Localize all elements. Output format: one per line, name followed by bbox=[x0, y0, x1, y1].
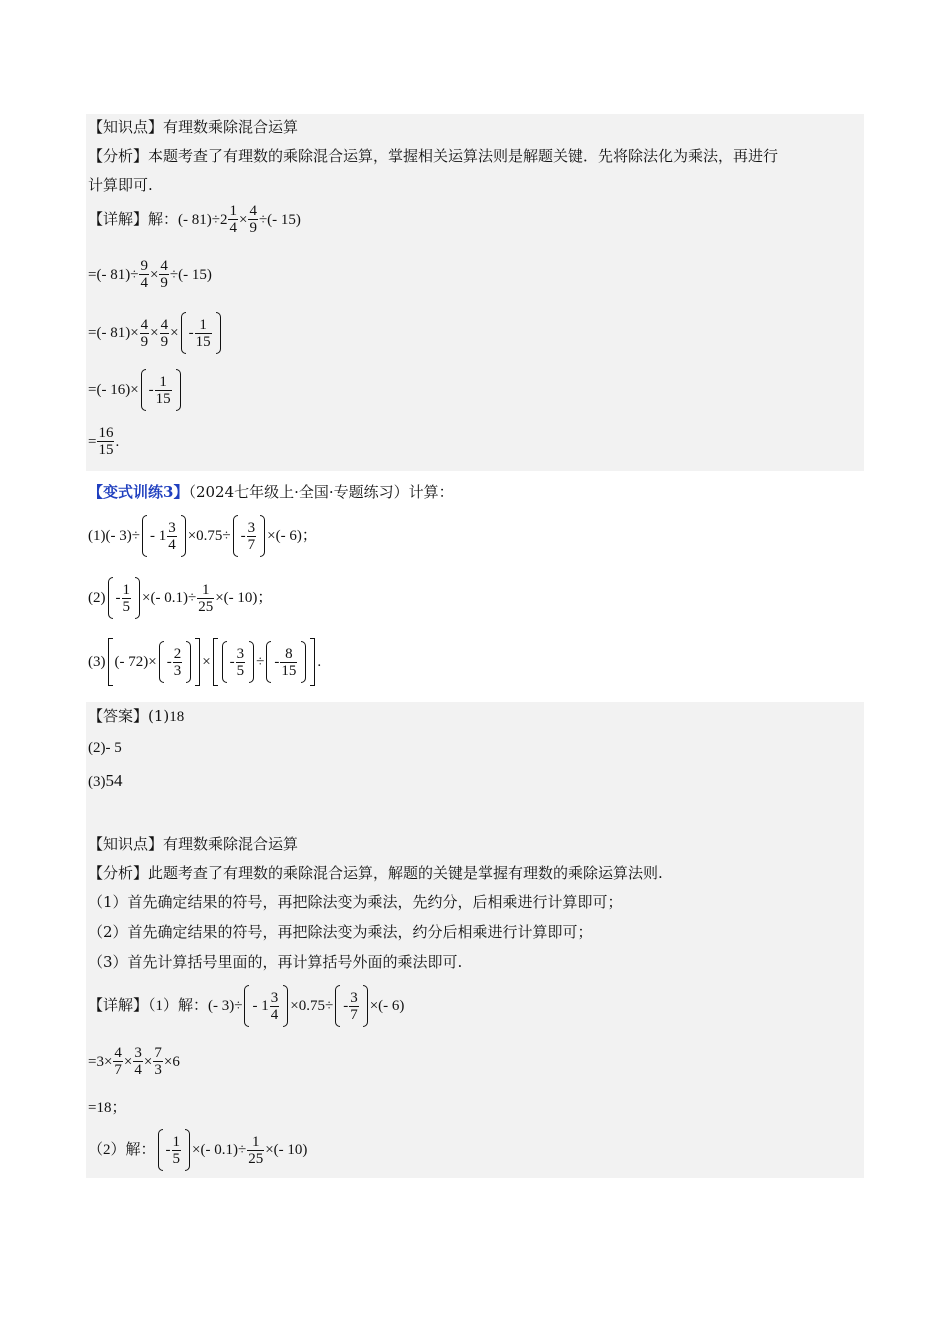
detail-step-1 bbox=[88, 203, 301, 236]
minus: - bbox=[240, 528, 246, 544]
expr: ×0.75÷ bbox=[290, 998, 334, 1014]
answer-line-1 bbox=[88, 706, 184, 727]
expr: - 1 bbox=[149, 528, 167, 544]
detail-step-2 bbox=[88, 258, 212, 291]
fraction: $\frac{1}{25}$ bbox=[198, 581, 214, 615]
times: × bbox=[202, 654, 211, 670]
fraction: $\frac{2}{3}$ bbox=[173, 645, 182, 679]
left-paren bbox=[141, 369, 146, 411]
exercise-title bbox=[88, 482, 454, 502]
times: × bbox=[238, 211, 248, 228]
expr: ×(- 0.1)÷ bbox=[142, 590, 197, 606]
fraction: $\frac{9}{4}$ bbox=[140, 258, 148, 291]
step-note-2: （2）首先确定结果的符号，再把除法变为乘法，约分后相乘进行计算即可； bbox=[88, 923, 593, 941]
divide: ÷ bbox=[256, 654, 265, 670]
fraction: $\frac{8}{15}$ bbox=[281, 645, 297, 679]
expr: - 1 bbox=[252, 998, 269, 1014]
answer-number: (2) bbox=[88, 740, 106, 756]
fraction: $\frac{1}{5}$ bbox=[122, 581, 130, 615]
detail-label: 【详解】（1）解： bbox=[88, 998, 209, 1014]
detail-part-1-result: =18； bbox=[88, 1100, 127, 1116]
detail-label: （2）解： bbox=[88, 1142, 156, 1158]
fraction: $\frac{3}{4}$ bbox=[270, 989, 279, 1023]
expr: ×(- 6) bbox=[369, 998, 405, 1014]
times: × bbox=[123, 1053, 133, 1070]
fraction: $\frac{4}{9}$ bbox=[160, 316, 169, 350]
expr: (- 72)× bbox=[114, 654, 157, 670]
right-paren bbox=[283, 985, 288, 1027]
left-bracket bbox=[213, 638, 218, 686]
question-number: (2) bbox=[88, 590, 106, 606]
expr: =(- 16)× bbox=[88, 382, 139, 398]
minus: - bbox=[166, 654, 172, 670]
question-number: (1) bbox=[88, 528, 106, 544]
fraction: $\frac{4}{7}$ bbox=[114, 1045, 122, 1078]
left-paren bbox=[181, 312, 186, 354]
left-paren bbox=[222, 641, 227, 683]
minus: - bbox=[115, 590, 121, 606]
fraction: $\frac{4}{9}$ bbox=[140, 316, 149, 350]
minus: - bbox=[229, 654, 235, 670]
expr: ×6 bbox=[163, 1053, 180, 1070]
fraction: $\frac{1}{15}$ bbox=[155, 373, 171, 407]
fraction: $\frac{3}{5}$ bbox=[236, 645, 245, 679]
right-paren bbox=[216, 312, 221, 354]
fraction: $\frac{4}{9}$ bbox=[249, 203, 257, 236]
expr: ×(- 10) bbox=[265, 1142, 308, 1158]
step-note-3: （3）首先计算括号里面的，再计算括号外面的乘法即可. bbox=[88, 953, 463, 971]
right-paren bbox=[363, 985, 368, 1027]
expr: (- 81)÷2 bbox=[178, 211, 228, 228]
detail-part-1-step-2 bbox=[88, 1045, 180, 1078]
answer-label: 【答案】(1) bbox=[88, 707, 170, 725]
analysis-line-2: 计算即可. bbox=[88, 176, 153, 194]
answer-value: 54 bbox=[105, 771, 123, 790]
right-paren bbox=[301, 641, 306, 683]
right-paren bbox=[185, 1129, 190, 1171]
question-3 bbox=[88, 638, 321, 686]
answer-value: - 5 bbox=[105, 740, 122, 756]
solution-block-1 bbox=[86, 114, 864, 471]
detail-part-1 bbox=[88, 985, 404, 1027]
left-paren bbox=[108, 577, 113, 619]
knowledge-point: 【知识点】有理数乘除混合运算 bbox=[88, 118, 299, 136]
expr: (- 3)÷ bbox=[208, 998, 243, 1014]
detail-step-4 bbox=[88, 369, 183, 411]
times: × bbox=[170, 325, 179, 341]
right-paren bbox=[260, 515, 265, 557]
question-1 bbox=[88, 515, 317, 557]
expr: ×0.75÷ bbox=[187, 528, 231, 544]
answer-line-3 bbox=[88, 771, 123, 792]
expr: (- 3)÷ bbox=[105, 528, 140, 544]
right-paren bbox=[249, 641, 254, 683]
expr: =(- 81)× bbox=[88, 325, 139, 341]
punct: . bbox=[317, 654, 322, 670]
analysis-line: 【分析】此题考查了有理数的乘除混合运算，解题的关键是掌握有理数的乘除运算法则. bbox=[88, 864, 663, 882]
fraction: $\frac{1}{15}$ bbox=[195, 316, 211, 350]
left-paren bbox=[158, 1129, 163, 1171]
minus: - bbox=[188, 325, 194, 341]
step-note-1: （1）首先确定结果的符号，再把除法变为乘法，先约分，后相乘进行计算即可； bbox=[88, 893, 623, 911]
answer-value: 18 bbox=[169, 709, 185, 725]
fraction: $\frac{4}{9}$ bbox=[160, 258, 168, 291]
right-paren bbox=[186, 641, 191, 683]
exercise-source: （2024七年级上·全国·专题练习）计算： bbox=[188, 483, 454, 501]
right-paren bbox=[135, 577, 140, 619]
fraction: $\frac{3}{7}$ bbox=[350, 989, 358, 1023]
minus: - bbox=[148, 382, 154, 398]
left-paren bbox=[159, 641, 164, 683]
expr: ÷(- 15) bbox=[258, 211, 301, 228]
expr: = bbox=[88, 433, 97, 450]
expr: ×(- 6) bbox=[267, 528, 302, 544]
left-paren bbox=[233, 515, 238, 557]
answer-line-2 bbox=[88, 738, 122, 758]
expr: . bbox=[115, 433, 120, 450]
fraction: $\frac{3}{4}$ bbox=[134, 1045, 142, 1078]
expr: =(- 81)÷ bbox=[88, 266, 139, 283]
expr: ×(- 10) bbox=[215, 590, 258, 606]
left-paren bbox=[244, 985, 249, 1027]
fraction: $\frac{16}{15}$ bbox=[98, 425, 114, 458]
times: × bbox=[150, 325, 159, 341]
left-paren bbox=[335, 985, 340, 1027]
right-paren bbox=[176, 369, 181, 411]
left-paren bbox=[266, 641, 271, 683]
minus: - bbox=[274, 654, 280, 670]
detail-label: 【详解】解： bbox=[88, 211, 179, 228]
expr: =3× bbox=[88, 1053, 113, 1070]
detail-step-3 bbox=[88, 312, 223, 354]
left-paren bbox=[142, 515, 147, 557]
minus: - bbox=[343, 998, 349, 1014]
punct: ； bbox=[257, 590, 273, 606]
question-number: (3) bbox=[88, 654, 106, 670]
fraction: $\frac{3}{7}$ bbox=[247, 519, 256, 553]
fraction: $\frac{3}{4}$ bbox=[168, 519, 176, 553]
expr: ÷(- 15) bbox=[169, 266, 212, 283]
right-bracket bbox=[310, 638, 315, 686]
times: × bbox=[149, 266, 159, 283]
expr: ×(- 0.1)÷ bbox=[192, 1142, 247, 1158]
times: × bbox=[143, 1053, 153, 1070]
fraction: $\frac{7}{3}$ bbox=[154, 1045, 162, 1078]
right-bracket bbox=[195, 638, 200, 686]
fraction: $\frac{1}{25}$ bbox=[248, 1133, 264, 1167]
answer-number: (3) bbox=[88, 774, 106, 790]
exercise-label: 【变式训练3】 bbox=[88, 483, 189, 501]
right-paren bbox=[181, 515, 186, 557]
punct: ； bbox=[301, 528, 317, 544]
fraction: $\frac{1}{5}$ bbox=[172, 1133, 181, 1167]
left-bracket bbox=[108, 638, 113, 686]
knowledge-point: 【知识点】有理数乘除混合运算 bbox=[88, 835, 299, 853]
detail-part-2 bbox=[88, 1129, 307, 1171]
question-2 bbox=[88, 577, 272, 619]
fraction: $\frac{1}{4}$ bbox=[229, 203, 237, 236]
analysis-line-1: 【分析】本题考查了有理数的乘除混合运算，掌握相关运算法则是解题关键．先将除法化为乘法，再进行 bbox=[88, 147, 779, 165]
minus: - bbox=[165, 1142, 171, 1158]
detail-step-5 bbox=[88, 425, 119, 458]
